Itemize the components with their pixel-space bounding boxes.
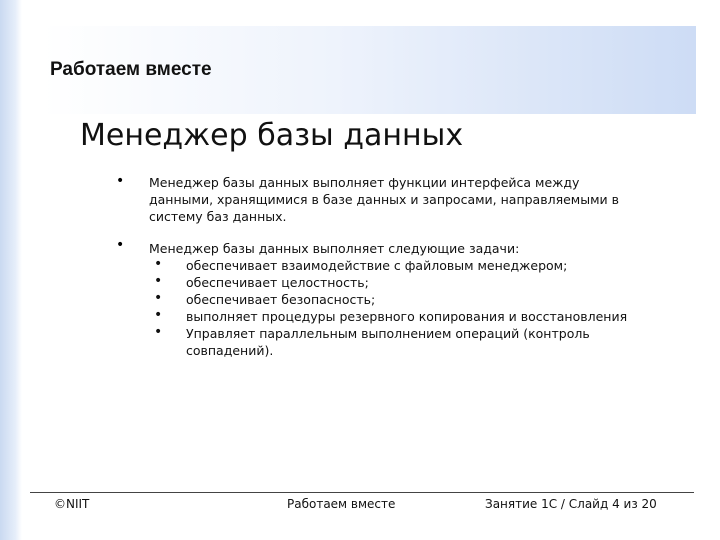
bullet-icon: • [154,256,163,272]
paragraph-line: Менеджер базы данных выполняет функции интерфейса между [149,175,580,190]
bullet-icon: • [116,237,125,253]
list-item-text: Управляет параллельным выполнением операций (контроль [186,326,590,341]
bullet-icon: • [116,173,125,189]
bullet-icon: • [154,273,163,289]
footer-divider [30,492,694,493]
left-gradient-bar [0,0,22,540]
footer-slide-info: Занятие 1C / Слайд 4 из 20 [485,497,657,511]
paragraph-line: систему баз данных. [149,209,287,224]
bullet-paragraph-2 [149,240,689,257]
header-title: Работаем вместе [50,59,212,80]
footer-center-title: Работаем вместе [287,497,396,511]
bullet-icon: • [154,307,163,323]
list-item-text: совпадений). [186,343,274,358]
slide-title: Менеджер базы данных [80,118,464,153]
header-band [42,26,696,114]
bullet-icon: • [154,324,163,340]
bullet-icon: • [154,290,163,306]
paragraph-line: Менеджер базы данных выполняет следующие задачи: [149,241,520,256]
list-item-text: выполняет процедуры резервного копирования и восстановления [186,309,628,324]
footer-copyright: ©NIIT [54,497,90,511]
list-item-text: обеспечивает безопасность; [186,292,376,307]
list-item-text: обеспечивает целостность; [186,275,369,290]
bullet-paragraph-1 [149,174,689,225]
paragraph-line: данными, хранящимися в базе данных и запросами, направляемыми в [149,192,619,207]
list-item-text: обеспечивает взаимодействие с файловым менеджером; [186,258,568,273]
